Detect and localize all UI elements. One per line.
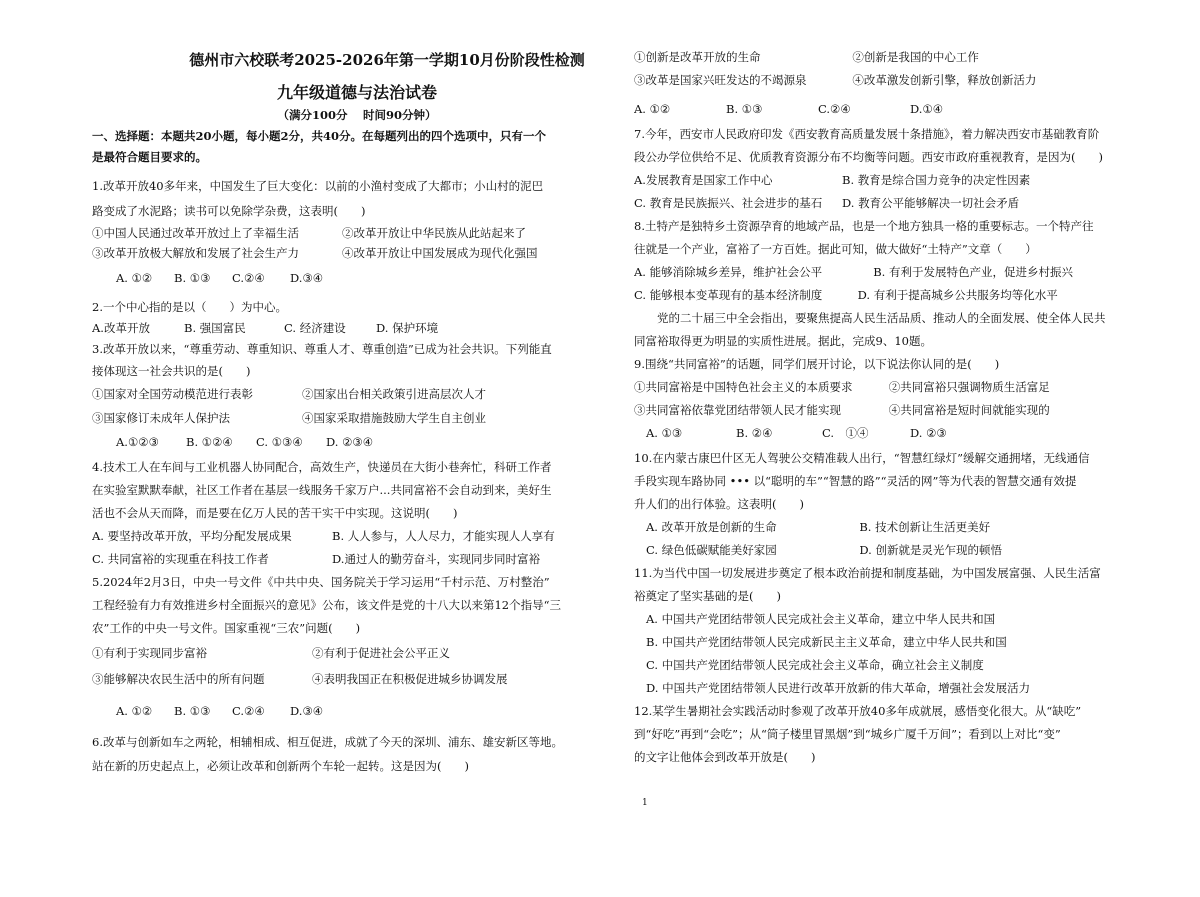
choice-c: C. ①③④	[256, 435, 303, 449]
question-stem: 段公办学位供给不足、优质教育资源分布不均衡等问题。西安市政府重视教育，是因为( )	[634, 150, 1103, 164]
choice-d: D. 教育公平能够解决一切社会矛盾	[842, 196, 1020, 210]
statement-option: ②国家出台相关政策引进高层次人才	[302, 387, 486, 401]
statement-option: ④改革激发创新引擎，释放创新活力	[852, 73, 1037, 87]
question-stem: 10.在内蒙古康巴什区无人驾驶公交精准载人出行，“智慧红绿灯”缓解交通拥堵，无线通信	[634, 451, 1090, 465]
page-number: 1	[642, 798, 648, 808]
question-stem: 2.一个中心指的是以（ ）为中心。	[92, 299, 287, 314]
choice-c: C. 经济建设	[284, 320, 346, 335]
question-stem: 在实验室默默奉献，社区工作者在基层一线服务千家万户...共同富裕不会自动到来，美好生	[92, 483, 552, 497]
question-stem: 接体现这一社会共识的是( )	[92, 364, 251, 378]
question-2	[92, 295, 592, 339]
choice-a: A. 中国共产党团结带领人民完成社会主义革命，建立中华人民共和国	[646, 612, 996, 626]
answer-choices	[634, 169, 1154, 215]
question-stem: 路变成了水泥路；读书可以免除学杂费，这表明( )	[92, 204, 366, 218]
question-stem: 的文字让他体会到改革开放是( )	[634, 750, 816, 764]
statement-option: ③改革开放极大解放和发展了社会生产力	[92, 245, 299, 260]
statement-option: ④国家采取措施鼓励大学生自主创业	[302, 411, 486, 425]
statement-option: ①共同富裕是中国特色社会主义的本质要求	[634, 380, 853, 394]
question-stem: 7.今年，西安市人民政府印发《西安教育高质量发展十条措施》，着力解决西安市基础教育阶	[634, 127, 1100, 141]
question-stem: 裕奠定了坚实基础的是( )	[634, 589, 781, 603]
choice-d: D.③④	[290, 704, 324, 718]
question-4	[92, 456, 592, 571]
section-heading-line: 一、选择题：本题共20小题，每小题2分，共40分。在每题列出的四个选项中，只有一个	[92, 129, 547, 143]
section-heading	[92, 126, 592, 168]
choice-b: B. 中国共产党团结带领人民完成新民主主义革命，建立中华人民共和国	[646, 635, 1007, 649]
question-12	[634, 700, 1154, 769]
question-11	[634, 562, 1154, 700]
choice-b: B. ①②④	[186, 435, 233, 449]
question-stem: 1.改革开放40多年来，中国发生了巨大变化：以前的小渔村变成了大都市；小山村的泥巴	[92, 179, 544, 193]
statement-options	[92, 382, 592, 430]
question-stem: 升人们的出行体验。这表明( )	[634, 497, 804, 511]
question-1	[92, 174, 592, 289]
statement-option: ③共同富裕依靠党团结带领人民才能实现	[634, 403, 841, 417]
statement-option: ②创新是我国的中心工作	[852, 50, 979, 64]
choice-a: A. ①②	[116, 704, 153, 718]
choice-d: D.③④	[290, 271, 324, 285]
statement-option: ①中国人民通过改革开放过上了幸福生活	[92, 226, 299, 240]
left-column	[92, 48, 592, 897]
answer-choices	[634, 422, 1154, 445]
choice-a: A. ①②	[634, 102, 671, 116]
question-stem: 到“好吃”再到“会吃”；从“筒子楼里冒黑烟”到“城乡广厦千万间”；看到以上对比“变”	[634, 727, 1061, 741]
question-stem: 11.为当代中国一切发展进步奠定了根本政治前提和制度基础，为中国发展富强、人民生活富	[634, 566, 1101, 580]
answer-choices	[92, 319, 592, 339]
answer-choices	[92, 269, 592, 289]
statement-option: ①有利于实现同步富裕	[92, 646, 207, 660]
choice-c: C.②④	[818, 102, 851, 116]
choice-c: C. 绿色低碳赋能美好家园	[646, 543, 777, 557]
statement-option: ④共同富裕是短时间就能实现的	[888, 403, 1050, 417]
question-stem: 手段实现车路协同 ••• 以“聪明的车”“智慧的路”“灵活的网”等为代表的智慧交通有效提	[634, 474, 1077, 488]
paragraph-line: 同富裕取得更为明显的实质性进展。据此，完成9、10题。	[634, 334, 932, 348]
question-stem: 6.改革与创新如车之两轮，相辅相成、相互促进，成就了今天的深圳、浦东、雄安新区等地。	[92, 735, 563, 749]
exam-title: 德州市六校联考2025-2026年第一学期10月份阶段性检测	[189, 51, 585, 69]
choice-a: A. ①③	[646, 426, 683, 440]
answer-choices	[92, 430, 592, 454]
choice-d: D.①④	[910, 102, 944, 116]
choice-d: D. 创新就是灵光乍现的顿悟	[859, 543, 1002, 557]
question-6-options	[634, 46, 1154, 121]
statement-option: ②共同富裕只强调物质生活富足	[888, 380, 1050, 394]
choice-c: C. 中国共产党团结带领人民完成社会主义革命，确立社会主义制度	[646, 658, 984, 672]
choice-c: C. 共同富裕的实现重在科技工作者	[92, 552, 269, 566]
choice-a: A. 要坚持改革开放，平均分配发展成果	[92, 529, 292, 543]
question-stem: 往就是一个产业，富裕了一方百姓。据此可知，做大做好“土特产”文章（ ）	[634, 242, 1037, 256]
choice-a: A. 能够消除城乡差异，维护社会公平	[634, 265, 823, 279]
statement-options	[92, 224, 592, 263]
choice-a: A. 改革开放是创新的生命	[646, 520, 777, 534]
statement-option: ②有利于促进社会公平正义	[312, 646, 450, 660]
choice-b: B. 强国富民	[184, 320, 246, 335]
answer-choices	[92, 698, 592, 724]
question-stem: 3.改革开放以来，“尊重劳动、尊重知识、尊重人才、尊重创造”已成为社会共识。下列能直	[92, 342, 552, 356]
choice-b: B. ①③	[174, 704, 211, 718]
question-7	[634, 123, 1154, 215]
question-5	[92, 571, 592, 724]
choice-b: B. ②④	[736, 426, 773, 440]
choice-d: D. ②③	[910, 426, 947, 440]
exam-subtitle: 九年级道德与法治试卷	[276, 83, 437, 102]
question-stem: 5.2024年2月3日，中央一号文件《中共中央、国务院关于学习运用“千村示范、万村整治”	[92, 575, 550, 589]
reading-paragraph	[634, 307, 1154, 353]
statement-option: ③国家修订未成年人保护法	[92, 411, 230, 425]
choice-b: B. 教育是综合国力竞争的决定性因素	[842, 173, 1031, 187]
choice-a: A. ①②	[116, 271, 153, 285]
choice-a: A.改革开放	[92, 320, 150, 335]
choice-b: B. ①③	[726, 102, 763, 116]
statement-options	[634, 46, 1154, 92]
statement-option: ①国家对全国劳动模范进行表彰	[92, 387, 253, 401]
choice-d: D. 保护环境	[376, 320, 439, 335]
choice-a: A.发展教育是国家工作中心	[634, 173, 773, 187]
statement-option: ②改革开放让中华民族从此站起来了	[342, 226, 526, 240]
answer-choices	[634, 261, 1154, 307]
choice-d: D. ②③④	[326, 435, 374, 449]
statement-option: ③能够解决农民生活中的所有问题	[92, 672, 265, 686]
statement-option: ①创新是改革开放的生命	[634, 50, 761, 64]
question-stem: 8.土特产是独特乡土资源孕育的地域产品，也是一个地方独具一格的重要标志。一个特产往	[634, 219, 1094, 233]
right-column	[634, 46, 1154, 895]
question-stem: 农”工作的中央一号文件。国家重视“三农”问题( )	[92, 621, 361, 635]
statement-option: ③改革是国家兴旺发达的不竭源泉	[634, 73, 807, 87]
choice-d: D. 有利于提高城乡公共服务均等化水平	[857, 288, 1058, 302]
choice-c: C.②④	[232, 271, 265, 285]
choice-b: B. 技术创新让生活更美好	[859, 520, 991, 534]
question-10	[634, 447, 1154, 562]
choice-b: B. 有利于发展特色产业，促进乡村振兴	[873, 265, 1073, 279]
choice-c: C. ①④	[822, 426, 869, 440]
section-heading-line: 是最符合题目要求的。	[92, 150, 207, 164]
choice-c: C. 教育是民族振兴、社会进步的基石	[634, 196, 823, 210]
question-3	[92, 338, 592, 454]
answer-choices	[634, 98, 1154, 121]
question-8	[634, 215, 1154, 307]
question-stem: 12.某学生暑期社会实践活动时参观了改革开放40多年成就展，感悟变化很大。从“缺吃”	[634, 704, 1082, 718]
statement-options	[634, 376, 1154, 422]
answer-choices	[634, 516, 1154, 562]
choice-d: D.通过人的勤劳奋斗，实现同步同时富裕	[332, 552, 540, 566]
question-stem: 4.技术工人在车间与工业机器人协同配合，高效生产，快递员在大街小巷奔忙，科研工作者	[92, 460, 552, 474]
choice-b: B. 人人参与，人人尽力，才能实现人人享有	[332, 529, 555, 543]
question-6	[92, 730, 592, 778]
question-stem: 工程经验有力有效推进乡村全面振兴的意见》公布，该文件是党的十八大以来第12个指导“三	[92, 598, 562, 612]
choice-c: C. 能够根本变革现有的基本经济制度	[634, 288, 823, 302]
statement-option: ④表明我国正在积极促进城乡协调发展	[312, 672, 508, 686]
exam-info: （满分100分 时间90分钟）	[277, 108, 437, 122]
choice-d: D. 中国共产党团结带领人民进行改革开放新的伟大革命，增强社会发展活力	[646, 681, 1031, 695]
choice-c: C.②④	[232, 704, 265, 718]
question-stem: 站在新的历史起点上，必须让改革和创新两个车轮一起转。这是因为( )	[92, 759, 469, 773]
choice-a: A.①②③	[116, 435, 159, 449]
statement-option: ④改革开放让中国发展成为现代化强国	[342, 245, 538, 260]
question-stem: 9.围绕“共同富裕”的话题，同学们展开讨论，以下说法你认同的是( )	[634, 357, 1000, 371]
question-9	[634, 353, 1154, 445]
choice-b: B. ①③	[174, 271, 211, 285]
question-stem: 活也不会从天而降，而是要在亿万人民的苦干实干中实现。这说明( )	[92, 506, 458, 520]
answer-choices	[92, 525, 592, 571]
paragraph-line: 党的二十届三中全会指出，要聚焦提高人民生活品质、推动人的全面发展、使全体人民共	[657, 311, 1106, 325]
statement-options	[92, 640, 592, 692]
